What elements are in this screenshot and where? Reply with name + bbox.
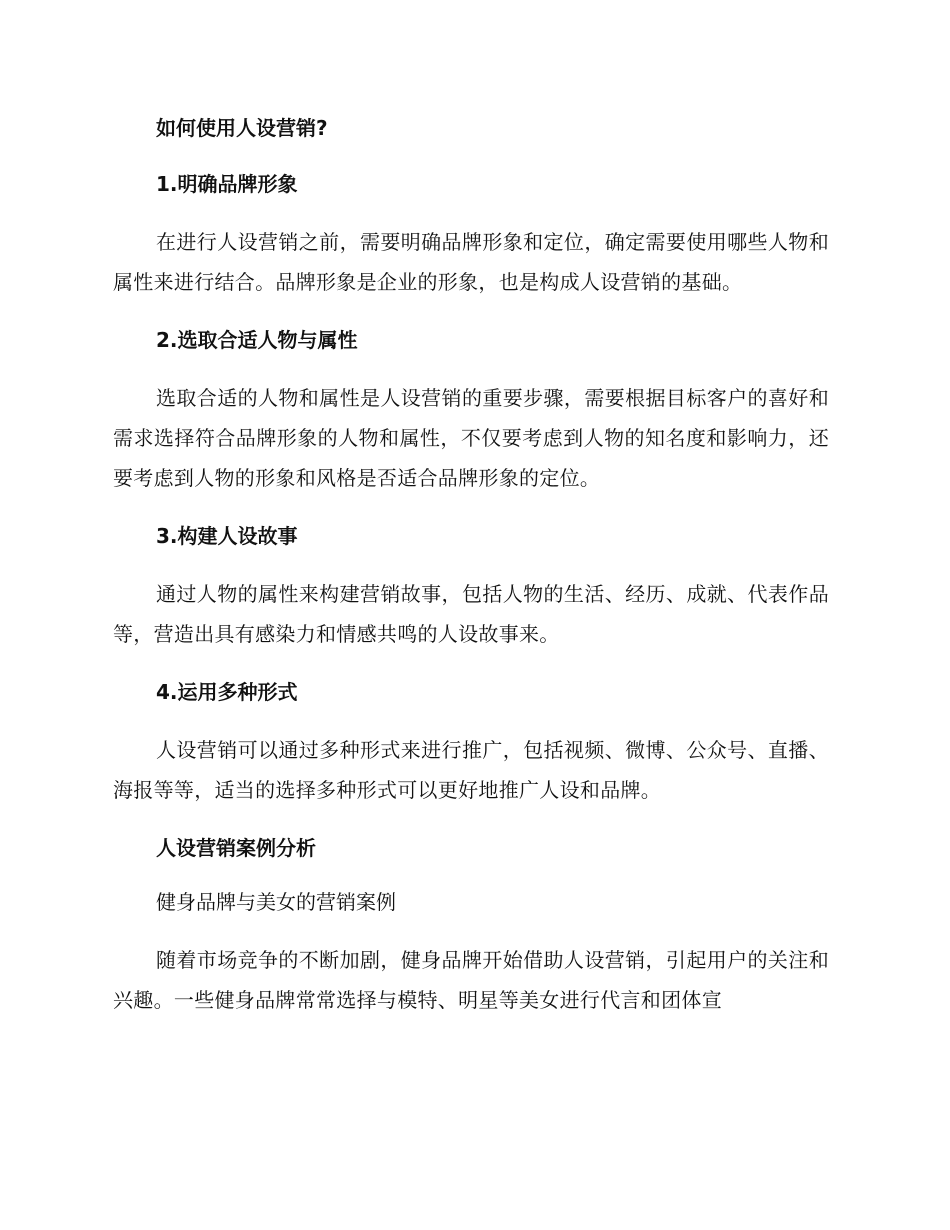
section-heading-4: 4.运用多种形式 — [156, 680, 298, 704]
section-heading-3: 3.构建人设故事 — [156, 524, 298, 548]
section-body-2: 选取合适的人物和属性是人设营销的重要步骤，需要根据目标客户的喜好和需求选择符合品牌形象的人物和属性，不仅要考虑到人物的知名度和影响力，还要考虑到人物的形象和风格是否适合品牌形象的定位。 — [113, 386, 829, 490]
section-heading-2: 2.选取合适人物与属性 — [156, 328, 358, 352]
section-body-1: 在进行人设营销之前，需要明确品牌形象和定位，确定需要使用哪些人物和属性来进行结合。品牌形象是企业的形象，也是构成人设营销的基础。 — [113, 230, 829, 294]
case-heading: 人设营销案例分析 — [156, 836, 316, 860]
section-body-3: 通过人物的属性来构建营销故事，包括人物的生活、经历、成就、代表作品等，营造出具有感染力和情感共鸣的人设故事来。 — [113, 582, 829, 646]
section-heading-1: 1.明确品牌形象 — [156, 172, 298, 196]
case-body: 随着市场竞争的不断加剧，健身品牌开始借助人设营销，引起用户的关注和兴趣。一些健身品牌常常选择与模特、明星等美女进行代言和团体宣 — [113, 948, 829, 1012]
section-body-4: 人设营销可以通过多种形式来进行推广，包括视频、微博、公众号、直播、海报等等，适当的选择多种形式可以更好地推广人设和品牌。 — [113, 738, 829, 802]
document-content — [113, 112, 829, 1020]
case-subtitle: 健身品牌与美女的营销案例 — [156, 890, 396, 914]
document-title: 如何使用人设营销? — [156, 116, 328, 140]
